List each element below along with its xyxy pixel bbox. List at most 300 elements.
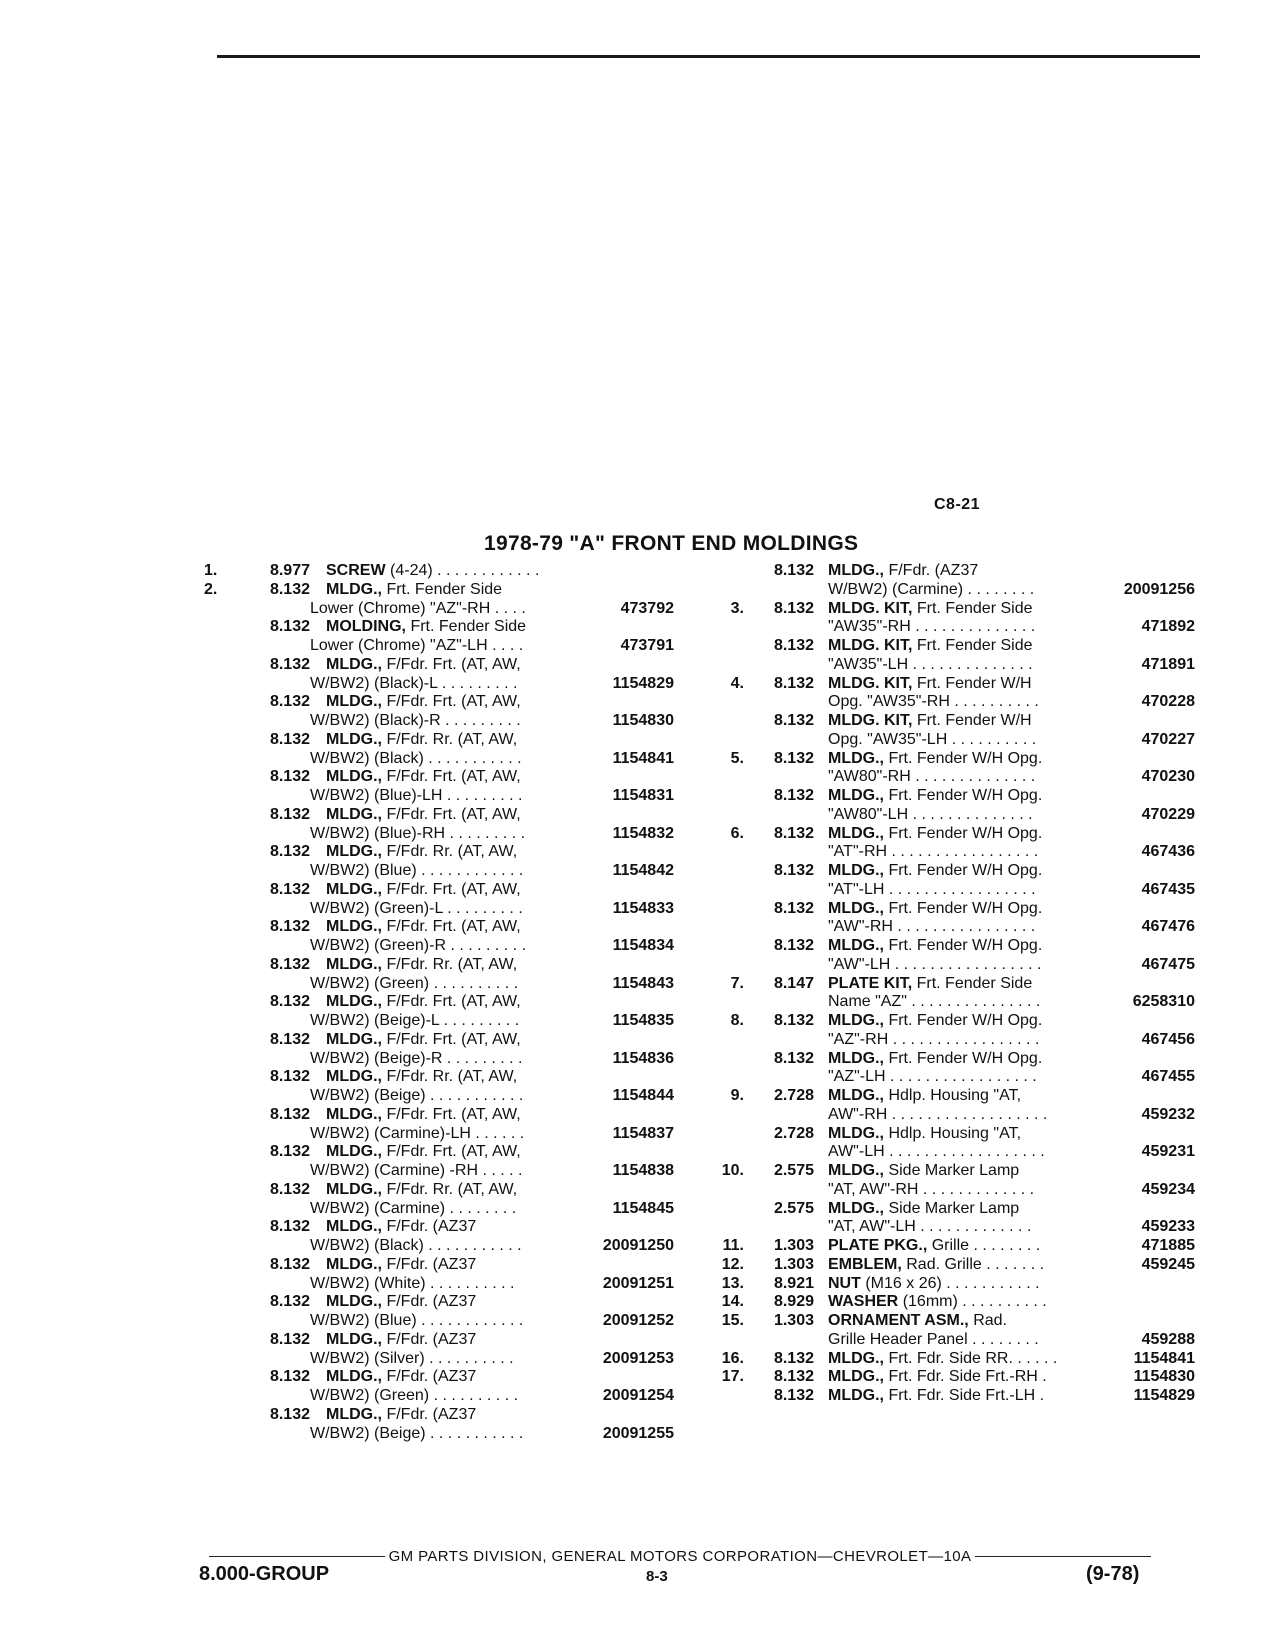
part-description	[326, 1256, 674, 1275]
part-description	[326, 581, 674, 600]
description-line: W/BW2) (Carmine) . . . . . . . .	[828, 580, 1035, 598]
part-entry-line	[710, 1218, 1195, 1237]
part-entry	[204, 1331, 674, 1369]
part-entry	[204, 1068, 674, 1106]
item-number: 17.	[721, 1368, 744, 1386]
part-number: 20091252	[602, 1312, 674, 1329]
part-entry	[710, 600, 1195, 638]
part-entry-line	[204, 843, 674, 862]
part-number: 473792	[620, 599, 674, 617]
part-number: 471885	[1141, 1237, 1195, 1254]
group-number: 8.132	[773, 824, 814, 842]
part-name: MLDG.,	[326, 1030, 382, 1048]
part-entry	[204, 1406, 674, 1444]
part-entry-line	[204, 731, 674, 750]
description-line: W/BW2) (Carmine)-LH . . . . . .	[310, 1124, 525, 1142]
part-name: PLATE KIT,	[828, 974, 913, 992]
part-entry	[204, 731, 674, 769]
item-number: 8.	[730, 1012, 744, 1029]
part-description	[326, 618, 674, 637]
part-entry-line	[710, 1293, 1195, 1312]
description-line: Name "AZ" . . . . . . . . . . . . . . .	[828, 993, 1041, 1011]
item-number: 13.	[721, 1274, 744, 1292]
part-entry-line	[710, 1368, 1195, 1387]
part-entry	[710, 825, 1195, 863]
description-line: F/Fdr. Frt. (AT, AW,	[386, 1030, 521, 1048]
description-line: W/BW2) (Blue) . . . . . . . . . . . .	[310, 1312, 524, 1329]
part-entry-line	[204, 900, 674, 919]
part-entry-line	[204, 806, 674, 825]
description-line: (M16 x 26) . . . . . . . . . . .	[865, 1274, 1040, 1292]
item-number: 15.	[721, 1312, 744, 1329]
description-line: F/Fdr. Frt. (AT, AW,	[386, 918, 521, 936]
description-line: "AW"-RH . . . . . . . . . . . . . . . .	[828, 918, 1036, 936]
description-line: Frt. Fender Side	[410, 618, 527, 636]
part-number: 20091253	[602, 1349, 674, 1367]
description-line: Frt. Fender W/H	[916, 674, 1032, 692]
group-number: 8.132	[269, 843, 310, 861]
group-number: 2.575	[773, 1162, 814, 1179]
part-entry-line	[204, 1350, 674, 1369]
part-entry-line	[204, 1087, 674, 1106]
part-description	[326, 1143, 674, 1162]
part-entry	[710, 562, 1195, 600]
description-line: Frt. Fender W/H Opg.	[888, 1049, 1043, 1067]
part-number: 1154836	[612, 1049, 674, 1067]
part-description	[326, 1181, 674, 1200]
part-name: MLDG.,	[326, 580, 382, 598]
group-number: 8.132	[773, 599, 814, 617]
part-description	[326, 1331, 674, 1350]
part-entry	[710, 1162, 1195, 1200]
part-entry	[204, 1031, 674, 1069]
group-number: 8.147	[773, 974, 814, 992]
part-entry-line	[710, 975, 1195, 994]
description-line: "AZ"-RH . . . . . . . . . . . . . . . . .	[828, 1030, 1040, 1048]
group-number: 8.132	[773, 937, 814, 954]
part-description	[326, 693, 674, 712]
description-line: F/Fdr. Rr. (AT, AW,	[386, 1068, 518, 1086]
part-entry-line	[204, 1068, 674, 1087]
group-number: 1.303	[773, 1237, 814, 1254]
description-line: W/BW2) (Carmine) -RH . . . . .	[310, 1162, 523, 1179]
description-line: Opg. "AW35"-RH . . . . . . . . . .	[828, 693, 1039, 711]
group-number: 8.132	[773, 862, 814, 879]
part-number: 459234	[1141, 1180, 1195, 1198]
part-entry	[710, 1293, 1195, 1312]
part-entry-line	[710, 918, 1195, 937]
part-number: 467456	[1141, 1030, 1195, 1048]
part-name: MLDG.,	[828, 787, 884, 804]
part-entry-line	[204, 1106, 674, 1125]
part-description	[828, 637, 1195, 656]
part-entry-line	[710, 1275, 1195, 1294]
part-description	[828, 600, 1195, 619]
description-line: Rad.	[973, 1312, 1007, 1329]
group-number: 8.132	[773, 712, 814, 729]
description-line: F/Fdr. Frt. (AT, AW,	[386, 1105, 521, 1123]
part-entry	[710, 712, 1195, 750]
part-number: 467476	[1141, 918, 1195, 936]
part-name: MLDG.,	[828, 1387, 884, 1404]
part-entry	[204, 581, 674, 619]
part-number: 1154843	[612, 974, 674, 992]
group-number: 8.132	[269, 655, 310, 673]
part-number: 1154832	[612, 824, 674, 842]
part-description	[326, 731, 674, 750]
description-line: W/BW2) (Black)-R . . . . . . . . .	[310, 712, 521, 729]
part-number: 473791	[620, 637, 674, 654]
part-entry-line	[204, 937, 674, 956]
group-number: 8.132	[269, 1330, 310, 1348]
description-line: "AT, AW"-LH . . . . . . . . . . . . .	[828, 1218, 1032, 1236]
part-entry	[710, 637, 1195, 675]
part-entry-line	[710, 1387, 1195, 1406]
group-number: 8.132	[269, 993, 310, 1011]
part-entry-line	[710, 562, 1195, 581]
part-name: SCREW	[326, 562, 386, 579]
part-name: EMBLEM,	[828, 1255, 902, 1273]
group-number: 8.132	[269, 1068, 310, 1086]
part-name: MLDG.,	[326, 655, 382, 673]
part-entry	[204, 1256, 674, 1294]
part-number: 1154842	[612, 862, 674, 879]
part-number: 470230	[1141, 768, 1195, 786]
part-description	[828, 1256, 1103, 1275]
part-description	[828, 1125, 1195, 1144]
part-entry-line	[204, 675, 674, 694]
part-name: MLDG.,	[326, 1180, 382, 1198]
part-number: 20091250	[602, 1237, 674, 1254]
part-description	[828, 975, 1195, 994]
description-line: W/BW2) (Black)-L . . . . . . . . .	[310, 674, 518, 692]
description-line: F/Fdr. (AZ37	[386, 1293, 477, 1311]
part-entry-line	[710, 693, 1195, 712]
item-number: 16.	[721, 1349, 744, 1367]
part-entry-line	[710, 1181, 1195, 1200]
part-name: MLDG.,	[326, 1105, 382, 1123]
group-number: 8.132	[269, 955, 310, 973]
part-entry-line	[204, 1162, 674, 1181]
part-description	[828, 1012, 1195, 1031]
part-description	[828, 787, 1195, 806]
part-entry-line	[710, 768, 1195, 787]
part-description	[828, 1200, 1195, 1219]
group-number: 2.728	[773, 1124, 814, 1142]
part-number: 1154844	[612, 1087, 674, 1104]
group-number: 8.132	[773, 674, 814, 692]
group-number: 8.132	[269, 1368, 310, 1386]
item-number: 4.	[730, 674, 744, 692]
group-number: 8.132	[773, 637, 814, 654]
part-number: 1154830	[612, 712, 674, 729]
description-line: F/Fdr. Frt. (AT, AW,	[386, 880, 521, 898]
group-number: 8.132	[269, 768, 310, 786]
part-number: 20091254	[602, 1387, 674, 1404]
description-line: "AZ"-LH . . . . . . . . . . . . . . . . .	[828, 1068, 1037, 1086]
description-line: AW"-RH . . . . . . . . . . . . . . . . . .	[828, 1105, 1048, 1123]
part-description	[828, 1368, 1103, 1387]
part-entry	[204, 843, 674, 881]
part-name: MLDG.,	[828, 824, 884, 842]
item-number: 7.	[730, 974, 744, 992]
part-name: MLDG.,	[326, 768, 382, 786]
item-number: 6.	[730, 824, 744, 842]
part-name: MLDG.,	[326, 1405, 382, 1423]
group-number: 8.132	[269, 1293, 310, 1311]
part-entry-line	[710, 1256, 1195, 1275]
description-line: F/Fdr. (AZ37	[386, 1218, 477, 1236]
description-line: W/BW2) (Green)-L . . . . . . . . .	[310, 899, 523, 917]
part-number: 459288	[1141, 1330, 1195, 1348]
part-entry	[710, 1237, 1195, 1256]
description-line: F/Fdr. Frt. (AT, AW,	[386, 655, 521, 673]
part-number: 470228	[1141, 693, 1195, 711]
part-number: 470229	[1141, 805, 1195, 823]
part-entry	[710, 1368, 1195, 1387]
item-number: 11.	[722, 1237, 744, 1254]
part-name: MOLDING,	[326, 618, 406, 636]
description-line: "AT, AW"-RH . . . . . . . . . . . . .	[828, 1180, 1035, 1198]
description-line: F/Fdr. (AZ37	[386, 1405, 477, 1423]
part-name: MLDG.,	[828, 1012, 884, 1029]
page-title: 1978-79 "A" FRONT END MOLDINGS	[484, 532, 859, 555]
part-entry-line	[204, 1218, 674, 1237]
description-line: Frt. Fender W/H Opg.	[888, 787, 1043, 804]
parts-list-left	[204, 562, 674, 1443]
part-description	[326, 656, 674, 675]
part-entry	[204, 1293, 674, 1331]
page-number: 8-3	[646, 1568, 668, 1585]
part-entry-line	[204, 750, 674, 769]
part-entry-line	[204, 562, 674, 581]
part-description	[326, 843, 674, 862]
group-number: 8.132	[773, 749, 814, 767]
footer-rule-left	[209, 1556, 385, 1558]
group-number: 8.132	[269, 1143, 310, 1161]
part-number: 1154833	[612, 899, 674, 917]
part-entry-line	[710, 1106, 1195, 1125]
part-entry	[710, 787, 1195, 825]
part-name: MLDG.,	[326, 955, 382, 973]
part-number: 470227	[1141, 730, 1195, 748]
part-name: MLDG.,	[326, 693, 382, 711]
description-line: F/Fdr. Rr. (AT, AW,	[386, 730, 518, 748]
part-name: MLDG.,	[828, 1049, 884, 1067]
description-line: F/Fdr. Frt. (AT, AW,	[386, 993, 521, 1011]
part-entry-line	[204, 787, 674, 806]
part-entry	[710, 1350, 1195, 1369]
part-name: MLDG.,	[326, 1218, 382, 1236]
part-entry	[710, 1387, 1195, 1406]
part-entry-line	[204, 881, 674, 900]
part-entry	[710, 1256, 1195, 1275]
part-name: MLDG.,	[326, 843, 382, 861]
part-number: 1154835	[612, 1012, 674, 1029]
group-number: 8.132	[773, 562, 814, 579]
part-entry	[204, 806, 674, 844]
part-name: MLDG.,	[326, 993, 382, 1011]
part-description	[326, 1068, 674, 1087]
description-line: Frt. Fender W/H Opg.	[888, 824, 1043, 842]
part-description	[828, 937, 1195, 956]
part-name: MLDG. KIT,	[828, 637, 913, 654]
part-description	[828, 1237, 1103, 1256]
part-entry-line	[710, 1143, 1195, 1162]
description-line: Side Marker Lamp	[888, 1199, 1020, 1217]
part-name: MLDG.,	[828, 1199, 884, 1217]
part-entry-line	[710, 806, 1195, 825]
part-number: 459245	[1141, 1255, 1195, 1273]
part-number: 467435	[1141, 880, 1195, 898]
description-line: Frt. Fender W/H Opg.	[888, 937, 1043, 954]
description-line: F/Fdr. Frt. (AT, AW,	[386, 768, 521, 786]
group-label: 8.000-GROUP	[199, 1563, 330, 1585]
part-entry-line	[710, 787, 1195, 806]
part-entry-line	[710, 1050, 1195, 1069]
part-number: 20091255	[602, 1424, 674, 1442]
part-number: 1154829	[1133, 1387, 1195, 1404]
part-entry-line	[204, 1012, 674, 1031]
part-entry-line	[204, 956, 674, 975]
part-description	[828, 712, 1195, 731]
description-line: Frt. Fender W/H	[916, 712, 1032, 729]
part-description	[326, 1218, 674, 1237]
part-entry-line	[710, 712, 1195, 731]
part-description	[326, 1106, 674, 1125]
part-entry-line	[710, 881, 1195, 900]
part-description	[326, 881, 674, 900]
description-line: Grille . . . . . . . .	[931, 1237, 1041, 1254]
description-line: W/BW2) (White) . . . . . . . . . .	[310, 1274, 515, 1292]
description-line: (16mm) . . . . . . . . . .	[902, 1293, 1047, 1311]
description-line: Frt. Fdr. Side RR. . . . . .	[888, 1349, 1058, 1367]
footer-publisher: GM PARTS DIVISION, GENERAL MOTORS CORPORATION—CHEVROLET—10A	[388, 1548, 972, 1565]
part-entry-line	[204, 1368, 674, 1387]
part-entry	[204, 562, 674, 581]
part-entry	[710, 1312, 1195, 1350]
group-number: 8.132	[269, 1255, 310, 1273]
item-number: 1.	[204, 562, 218, 579]
group-number: 1.303	[773, 1312, 814, 1329]
description-line: Frt. Fender W/H Opg.	[888, 1012, 1043, 1029]
part-name: MLDG. KIT,	[828, 712, 913, 729]
part-entry-line	[204, 637, 674, 656]
part-name: MLDG.,	[828, 937, 884, 954]
part-entry-line	[204, 1425, 674, 1444]
part-name: MLDG.,	[828, 749, 884, 767]
part-entry-line	[710, 825, 1195, 844]
description-line: Frt. Fender W/H Opg.	[888, 899, 1043, 917]
part-entry	[204, 1143, 674, 1181]
item-number: 5.	[730, 749, 744, 767]
part-entry-line	[204, 618, 674, 637]
part-entry-line	[710, 1125, 1195, 1144]
part-name: MLDG.,	[326, 918, 382, 936]
part-entry-line	[710, 750, 1195, 769]
part-entry-line	[204, 693, 674, 712]
part-entry	[204, 1181, 674, 1219]
group-number: 8.132	[269, 1180, 310, 1198]
description-line: W/BW2) (Beige)-L . . . . . . . . .	[310, 1012, 520, 1029]
part-name: MLDG.,	[326, 1255, 382, 1273]
part-number: 1154837	[612, 1124, 674, 1142]
part-number: 459233	[1141, 1218, 1195, 1236]
part-description	[326, 1368, 674, 1387]
description-line: Frt. Fender Side	[386, 580, 503, 598]
part-entry	[710, 1012, 1195, 1050]
part-entry-line	[710, 1312, 1195, 1331]
description-line: "AT"-LH . . . . . . . . . . . . . . . . .	[828, 880, 1036, 898]
group-number: 8.132	[269, 1405, 310, 1423]
part-number: 1154829	[612, 674, 674, 692]
part-entry-line	[710, 656, 1195, 675]
part-name: MLDG. KIT,	[828, 674, 913, 692]
part-name: MLDG.,	[828, 1368, 884, 1386]
part-entry-line	[204, 1143, 674, 1162]
part-entry-line	[204, 768, 674, 787]
part-entry-line	[204, 1125, 674, 1144]
description-line: "AW35"-LH . . . . . . . . . . . . . .	[828, 655, 1033, 673]
part-name: MLDG.,	[828, 1349, 884, 1367]
part-entry	[710, 1200, 1195, 1238]
part-description	[828, 675, 1195, 694]
part-entry-line	[204, 656, 674, 675]
description-line: F/Fdr. Frt. (AT, AW,	[386, 805, 521, 823]
description-line: Frt. Fender W/H Opg.	[888, 862, 1043, 879]
description-line: Frt. Fdr. Side Frt.-RH .	[888, 1368, 1047, 1386]
description-line: Frt. Fdr. Side Frt.-LH .	[888, 1387, 1045, 1404]
part-entry-line	[710, 937, 1195, 956]
part-description	[828, 900, 1195, 919]
part-number: 467436	[1141, 843, 1195, 861]
description-line: "AW80"-RH . . . . . . . . . . . . . .	[828, 768, 1036, 786]
description-line: "AW35"-RH . . . . . . . . . . . . . .	[828, 618, 1036, 636]
part-entry	[204, 768, 674, 806]
description-line: W/BW2) (Blue)-RH . . . . . . . . .	[310, 824, 526, 842]
description-line: W/BW2) (Beige) . . . . . . . . . . .	[310, 1424, 524, 1442]
part-number: 1154841	[1133, 1349, 1195, 1367]
part-name: PLATE PKG.,	[828, 1237, 928, 1254]
part-entry	[204, 656, 674, 694]
description-line: F/Fdr. Frt. (AT, AW,	[386, 1143, 521, 1161]
part-entry	[204, 1218, 674, 1256]
part-name: MLDG.,	[326, 880, 382, 898]
part-entry-line	[710, 637, 1195, 656]
group-number: 8.132	[269, 880, 310, 898]
parts-list-right	[710, 562, 1195, 1406]
item-number: 2.	[204, 580, 218, 598]
part-entry-line	[204, 600, 674, 619]
group-number: 8.132	[773, 1387, 814, 1404]
part-name: MLDG.,	[326, 1143, 382, 1161]
description-line: Side Marker Lamp	[888, 1162, 1020, 1179]
group-number: 8.132	[269, 693, 310, 711]
part-name: MLDG.,	[326, 730, 382, 748]
group-number: 8.132	[773, 1368, 814, 1386]
part-entry-line	[204, 1050, 674, 1069]
part-entry-line	[710, 618, 1195, 637]
part-description	[326, 806, 674, 825]
description-line: F/Fdr. (AZ37	[386, 1255, 477, 1273]
part-description	[828, 1293, 1103, 1312]
part-description	[828, 1275, 1103, 1294]
part-entry-line	[204, 1387, 674, 1406]
part-name: MLDG.,	[326, 1330, 382, 1348]
part-entry-line	[204, 975, 674, 994]
group-number: 8.132	[269, 918, 310, 936]
group-number: 8.132	[773, 1049, 814, 1067]
